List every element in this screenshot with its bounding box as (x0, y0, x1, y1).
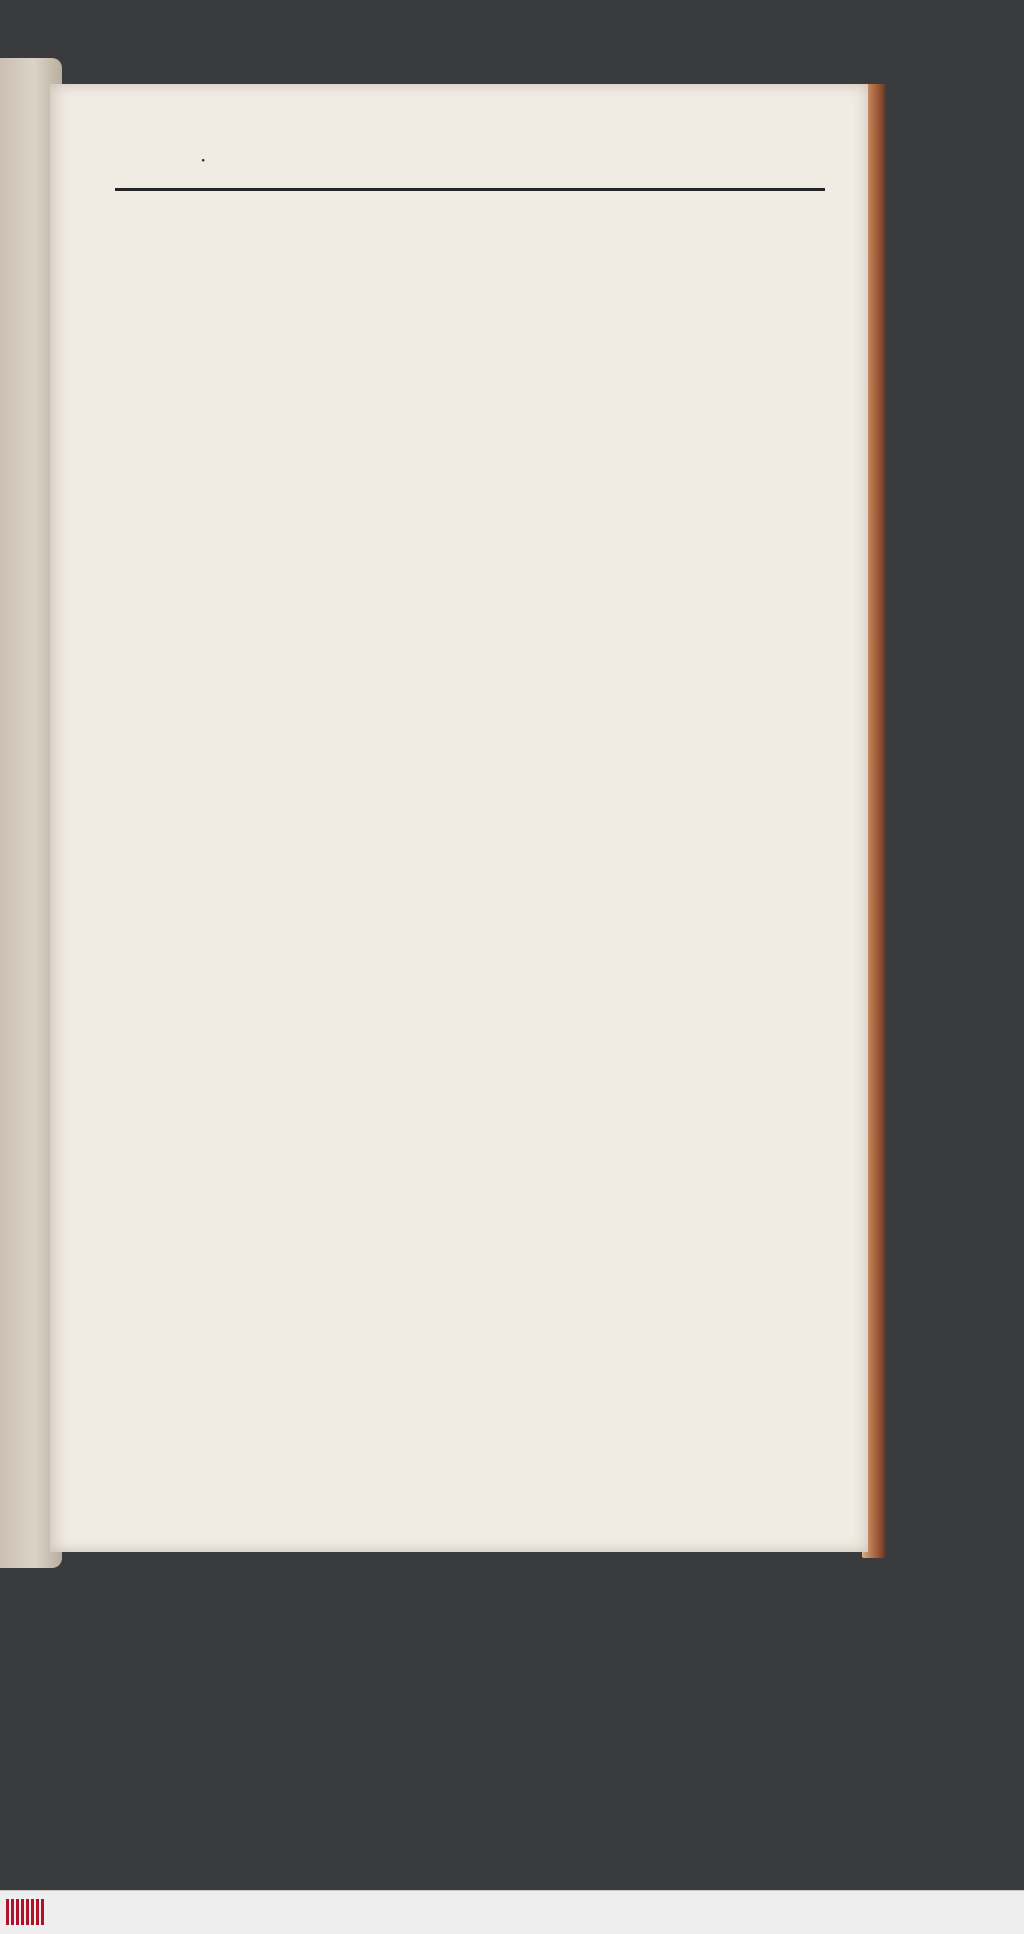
viewer-footer (0, 1890, 1024, 1934)
hab-logo-icon (6, 1899, 46, 1925)
header-rule (115, 188, 825, 191)
book-page (50, 84, 868, 1552)
header-ornament: · (200, 148, 207, 172)
running-header (140, 138, 860, 178)
